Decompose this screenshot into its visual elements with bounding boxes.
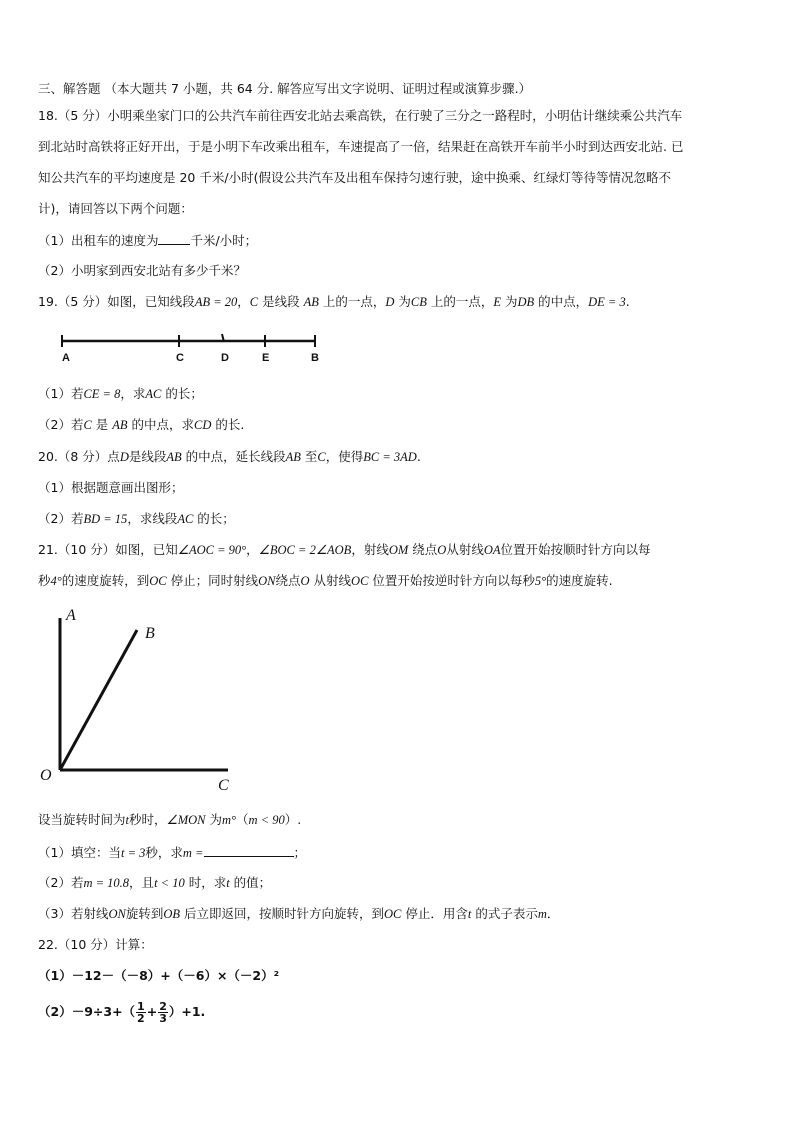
math: DE = 3 <box>588 295 626 309</box>
label-a: A <box>62 352 70 364</box>
math: m <box>537 907 547 921</box>
text: ； <box>293 845 307 860</box>
math: t = 3 <box>120 846 146 860</box>
numerator: 2 <box>159 1000 167 1013</box>
math: AC <box>145 387 162 401</box>
text: 的中点，延长线段 <box>181 449 286 464</box>
q21-line1 <box>38 542 651 558</box>
text: 至 <box>300 449 318 464</box>
numerator: 1 <box>137 1000 145 1013</box>
text: 停止；同时射线 <box>166 573 259 588</box>
math: m° <box>221 813 237 827</box>
angle-figure <box>0 600 794 800</box>
text: . <box>416 449 421 464</box>
math: t <box>226 876 230 890</box>
q21-part1 <box>38 844 306 861</box>
math: OC <box>351 574 369 588</box>
text: 位置开始按逆时针方向以每秒 <box>368 573 535 588</box>
label-d: D <box>221 352 229 364</box>
text: 停止．用含 <box>401 906 468 921</box>
math: ON <box>258 574 276 588</box>
text: ，求线段 <box>127 511 178 526</box>
math: OM <box>388 543 409 557</box>
text: 为 <box>394 294 411 309</box>
denominator: 3 <box>159 1012 167 1025</box>
math: CB <box>410 295 427 309</box>
text: 为 <box>500 294 518 309</box>
math: OB <box>163 907 181 921</box>
text: 为 <box>205 812 222 827</box>
text: 的式子表示 <box>471 906 538 921</box>
text: 的速度旋转，到 <box>61 573 150 588</box>
math: AB <box>285 450 301 464</box>
math: m < 90 <box>248 813 285 827</box>
math: AB <box>112 418 128 432</box>
text: 上的一点， <box>318 294 386 309</box>
text: ，射线 <box>351 542 389 557</box>
label-c: C <box>176 352 184 364</box>
text: （2）若 <box>38 417 84 432</box>
text: + <box>146 1004 158 1019</box>
q18-part1 <box>38 232 257 249</box>
q18-line4: 计)，请回答以下两个问题： <box>38 201 193 216</box>
math: E <box>493 295 501 309</box>
math: BD = 15 <box>83 512 128 526</box>
text: ， <box>237 294 250 309</box>
math: t <box>467 907 472 921</box>
math: OC <box>384 907 402 921</box>
math: 5° <box>534 574 547 588</box>
math: OA <box>483 543 501 557</box>
text: 上的一点， <box>426 294 494 309</box>
math: m = <box>182 846 204 860</box>
text: 秒时， <box>129 812 167 827</box>
q22-part2 <box>38 1000 205 1024</box>
math: ∠BOC = 2∠AOB <box>258 543 352 557</box>
q20-part2 <box>38 511 235 527</box>
text: 是线段 <box>258 294 304 309</box>
text: 从射线 <box>446 542 484 557</box>
text: （1）填空：当 <box>38 845 121 860</box>
math: t < 10 <box>154 876 185 890</box>
text: 21.（10 分）如图，已知 <box>38 542 178 557</box>
answer-blank[interactable] <box>158 232 190 245</box>
math: BC = 3AD <box>363 450 417 464</box>
q18-part1-prefix: （1）出租车的速度为 <box>38 233 159 248</box>
text: ，使得 <box>325 449 364 464</box>
q21-part3 <box>38 906 559 922</box>
math: ∠MON <box>166 813 206 827</box>
math: ON <box>108 907 126 921</box>
q19-part2 <box>38 417 244 433</box>
q21-line2 <box>38 573 613 589</box>
math: DB <box>517 295 535 309</box>
fraction-two-thirds <box>158 1001 168 1024</box>
q20-part1: （1）根据题意画出图形； <box>38 480 184 495</box>
math: AB <box>166 450 182 464</box>
label-c: C <box>218 777 229 794</box>
denominator: 2 <box>137 1012 145 1025</box>
q19-stem <box>38 294 630 310</box>
label-b: B <box>145 625 155 642</box>
label-o: O <box>40 767 52 784</box>
text: 的长； <box>161 386 203 401</box>
text: ，且 <box>129 875 155 890</box>
math: D <box>385 295 395 309</box>
text: 后立即返回，按顺时针方向旋转，到 <box>180 906 384 921</box>
text: 的速度旋转. <box>546 573 613 588</box>
math: D <box>119 450 129 464</box>
label-a: A <box>66 607 76 624</box>
math: AB <box>303 295 319 309</box>
segment-figure <box>0 325 794 370</box>
math: C <box>317 450 326 464</box>
q18-line3: 知公共汽车的平均速度是 20 千米/小时(假设公共汽车及出租车保持匀速行驶，途中换乘、红绿灯等待等情况忽略不 <box>38 170 671 185</box>
math: 4° <box>50 574 62 588</box>
text: 旋转到 <box>125 906 164 921</box>
q19-part1 <box>38 386 203 402</box>
q18-part2: （2）小明家到西安北站有多少千米？ <box>38 263 246 278</box>
text: ， <box>246 542 259 557</box>
text: 设当旋转时间为 <box>38 812 126 827</box>
text: 的中点， <box>534 294 589 309</box>
q21-setup <box>38 812 301 828</box>
q22-part1: （1）－12－（－8）+（－6）×（－2）² <box>38 968 280 983</box>
text: 绕点 <box>275 573 301 588</box>
math: CD <box>194 418 212 432</box>
text: 的值； <box>229 875 272 890</box>
text: 位置开始按顺时针方向以每 <box>500 542 651 557</box>
q21-part2 <box>38 875 271 891</box>
math: O <box>437 543 447 557</box>
text: （ <box>236 812 249 827</box>
text: . <box>625 294 630 309</box>
math: C <box>249 295 259 309</box>
fraction-one-half <box>136 1001 146 1024</box>
text: 是线段 <box>128 449 167 464</box>
q22-title: 22.（10 分）计算： <box>38 937 153 952</box>
text: ． <box>546 906 560 921</box>
text: （2）－9÷3+（ <box>38 1004 136 1019</box>
text: （3）若射线 <box>38 906 109 921</box>
text: 秒，求 <box>145 845 183 860</box>
q18-part1-suffix: 千米/小时； <box>190 233 258 248</box>
math: AB = 20 <box>194 295 238 309</box>
label-b: B <box>311 352 319 364</box>
text: 从射线 <box>309 573 352 588</box>
math: C <box>83 418 92 432</box>
text: ）. <box>284 812 302 827</box>
math: ∠AOC = 90° <box>177 543 247 557</box>
text: 绕点 <box>408 542 438 557</box>
label-e: E <box>262 352 270 364</box>
math: CE = 8 <box>83 387 121 401</box>
answer-blank[interactable] <box>204 844 294 857</box>
text: （2）若 <box>38 511 84 526</box>
ray-ob <box>60 630 137 770</box>
text: 20.（8 分）点 <box>38 449 120 464</box>
section-header: 三、解答题 （本大题共 7 小题，共 64 分. 解答应写出文字说明、证明过程或演算步骤.） <box>38 81 532 96</box>
text: 19.（5 分）如图，已知线段 <box>38 294 195 309</box>
q18-line2: 到北站时高铁将正好开出，于是小明下车改乘出租车，车速提高了一倍，结果赶在高铁开车前半小时到达西安北站. 已 <box>38 139 684 154</box>
math: m = 10.8 <box>83 876 130 890</box>
text: ）+1. <box>168 1004 206 1019</box>
text: 的中点，求 <box>127 417 195 432</box>
text: （1）若 <box>38 386 84 401</box>
text: 的长； <box>193 511 235 526</box>
text: （2）若 <box>38 875 84 890</box>
math: OC <box>149 574 167 588</box>
math: O <box>300 574 310 588</box>
text: 是 <box>91 417 113 432</box>
text: 的长. <box>211 417 245 432</box>
text: 时，求 <box>184 875 227 890</box>
text: ，求 <box>120 386 146 401</box>
math: AC <box>177 512 194 526</box>
text: 秒 <box>38 573 51 588</box>
q18-line1: 18.（5 分）小明乘坐家门口的公共汽车前往西安北站去乘高铁，在行驶了三分之一路程时，小明估计继续乘公共汽车 <box>38 108 683 123</box>
q20-stem <box>38 449 421 465</box>
math: t <box>125 813 129 827</box>
